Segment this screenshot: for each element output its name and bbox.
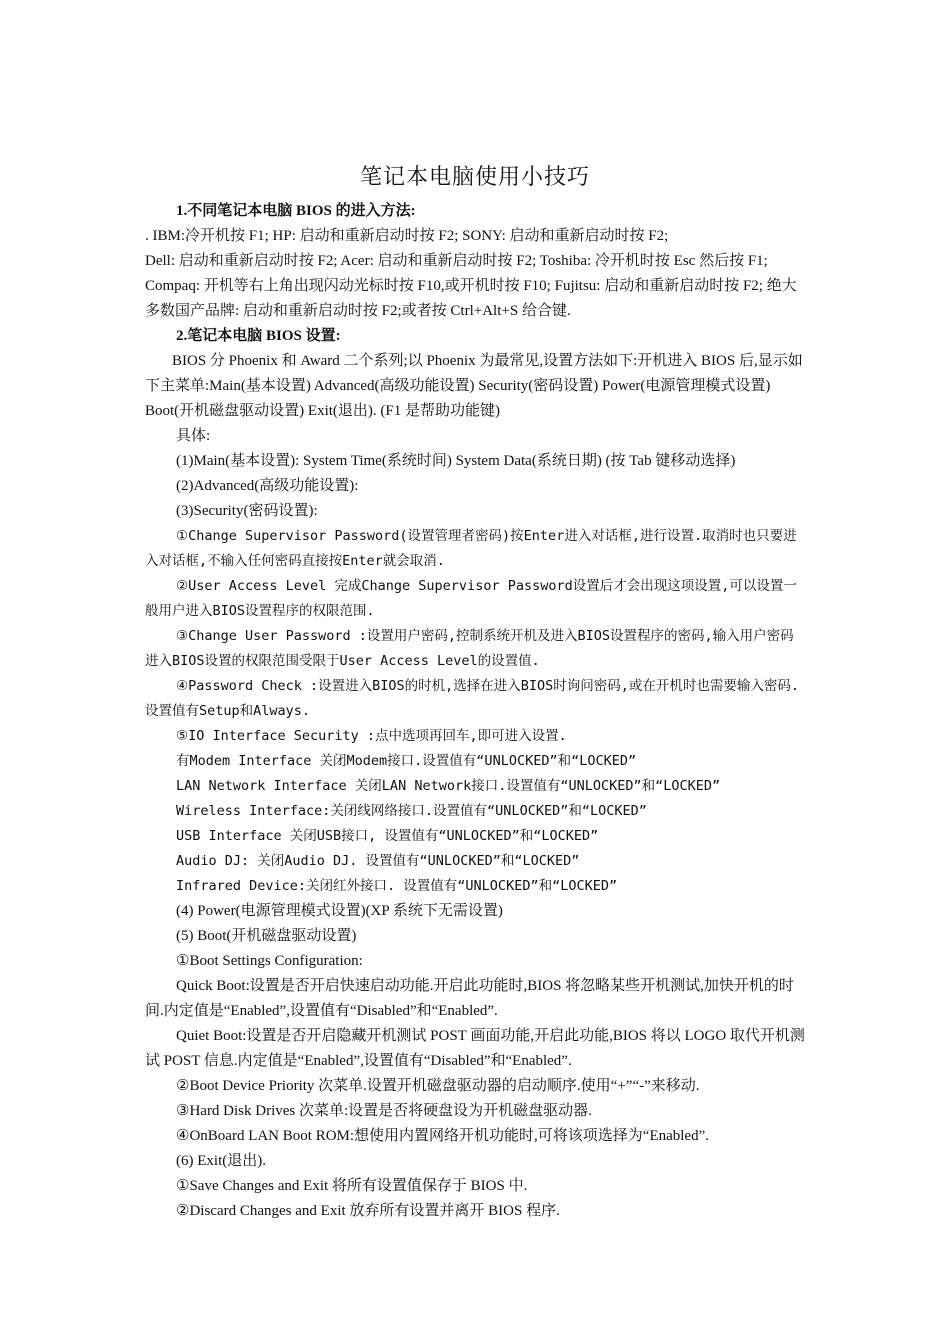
paragraph: ①Boot Settings Configuration:	[176, 953, 363, 969]
paragraph: Audio DJ: 关闭Audio DJ. 设置值有“UNLOCKED”和“LOCKED”	[176, 853, 580, 869]
paragraph: (3)Security(密码设置):	[176, 503, 318, 519]
paragraph: ②Discard Changes and Exit 放弃所有设置并离开 BIOS 程序.	[176, 1203, 560, 1219]
paragraph: 具体:	[176, 428, 211, 444]
paragraph: . IBM:冷开机按 F1; HP: 启动和重新启动时按 F2; SONY: 启动和重新启动时按 F2;	[145, 228, 669, 244]
paragraph: BIOS 分 Phoenix 和 Award 二个系列;以 Phoenix 为最常见,设置方法如下:开机进入 BIOS 后,显示如下主菜单:Main(基本设置) Advanced(高级功能设置) Security(密码设置) Power(电源管理模式设置) Boot(开机磁盘驱动设置) Exit(退出). (F1 是帮助功能键)	[145, 353, 803, 419]
paragraph: Infrared Device:关闭红外接口. 设置值有“UNLOCKED”和“LOCKED”	[176, 878, 618, 894]
paragraph: 1.不同笔记本电脑 BIOS 的进入方法:	[176, 203, 416, 219]
paragraph: ①Save Changes and Exit 将所有设置值保存于 BIOS 中.	[176, 1178, 528, 1194]
paragraph: (6) Exit(退出).	[176, 1153, 266, 1169]
paragraph: ①Change Supervisor Password(设置管理者密码)按Enter进入对话框,进行设置.取消时也只要进入对话框,不输入任何密码直接按Enter就会取消.	[145, 528, 797, 569]
page-title: 笔记本电脑使用小技巧	[359, 165, 590, 190]
paragraph: USB Interface 关闭USB接口, 设置值有“UNLOCKED”和“LOCKED”	[176, 828, 599, 844]
paragraph: ④OnBoard LAN Boot ROM:想使用内置网络开机功能时,可将该项选择为“Enabled”.	[176, 1128, 709, 1144]
paragraph: LAN Network Interface 关闭LAN Network接口.设置值有“UNLOCKED”和“LOCKED”	[176, 778, 721, 794]
paragraph: Wireless Interface:关闭线网络接口.设置值有“UNLOCKED”和“LOCKED”	[176, 803, 647, 819]
paragraph: Quick Boot:设置是否开启快速启动功能.开启此功能时,BIOS 将忽略某些开机测试,加快开机的时间.内定值是“Enabled”,设置值有“Disabled”和“Enabled”.	[145, 978, 794, 1019]
paragraph: Quiet Boot:设置是否开启隐藏开机测试 POST 画面功能,开启此功能,BIOS 将以 LOGO 取代开机测试 POST 信息.内定值是“Enabled”,设置值有“Disabled”和“Enabled”.	[145, 1028, 805, 1069]
paragraph: (2)Advanced(高级功能设置):	[176, 478, 359, 494]
paragraph: (4) Power(电源管理模式设置)(XP 系统下无需设置)	[176, 903, 503, 919]
paragraph: ⑤IO Interface Security :点中选项再回车,即可进入设置.	[176, 728, 567, 744]
paragraph: ②Boot Device Priority 次菜单.设置开机磁盘驱动器的启动顺序.使用“+”“-”来移动.	[176, 1078, 700, 1094]
paragraph: (1)Main(基本设置): System Time(系统时间) System Data(系统日期) (按 Tab 键移动选择)	[176, 453, 736, 469]
paragraph: (5) Boot(开机磁盘驱动设置)	[176, 928, 357, 944]
paragraph: ②User Access Level 完成Change Supervisor Password设置后才会出现这项设置,可以设置一般用户进入BIOS设置程序的权限范围.	[145, 578, 797, 619]
paragraph: ③Hard Disk Drives 次菜单:设置是否将硬盘设为开机磁盘驱动器.	[176, 1103, 592, 1119]
paragraph: Dell: 启动和重新启动时按 F2; Acer: 启动和重新启动时按 F2; Toshiba: 冷开机时按 Esc 然后按 F1; Compaq: 开机等右上角出现闪动光标时按 F10,或开机时按 F10; Fujitsu: 启动和重新启动时按 F2; 绝大多数国产品牌: 启动和重新启动时按 F2;或者按 Ctrl+Alt+S 给合键.	[145, 253, 797, 319]
paragraph: ③Change User Password :设置用户密码,控制系统开机及进入BIOS设置程序的密码,输入用户密码进入BIOS设置的权限范围受限于User Access Level的设置值.	[145, 628, 794, 669]
document-body	[145, 199, 807, 1224]
paragraph: 有Modem Interface 关闭Modem接口.设置值有“UNLOCKED”和“LOCKED”	[176, 753, 637, 769]
paragraph: 2.笔记本电脑 BIOS 设置:	[176, 328, 341, 344]
paragraph: ④Password Check :设置进入BIOS的时机,选择在进入BIOS时询问密码,或在开机时也需要输入密码.设置值有Setup和Always.	[145, 678, 800, 719]
